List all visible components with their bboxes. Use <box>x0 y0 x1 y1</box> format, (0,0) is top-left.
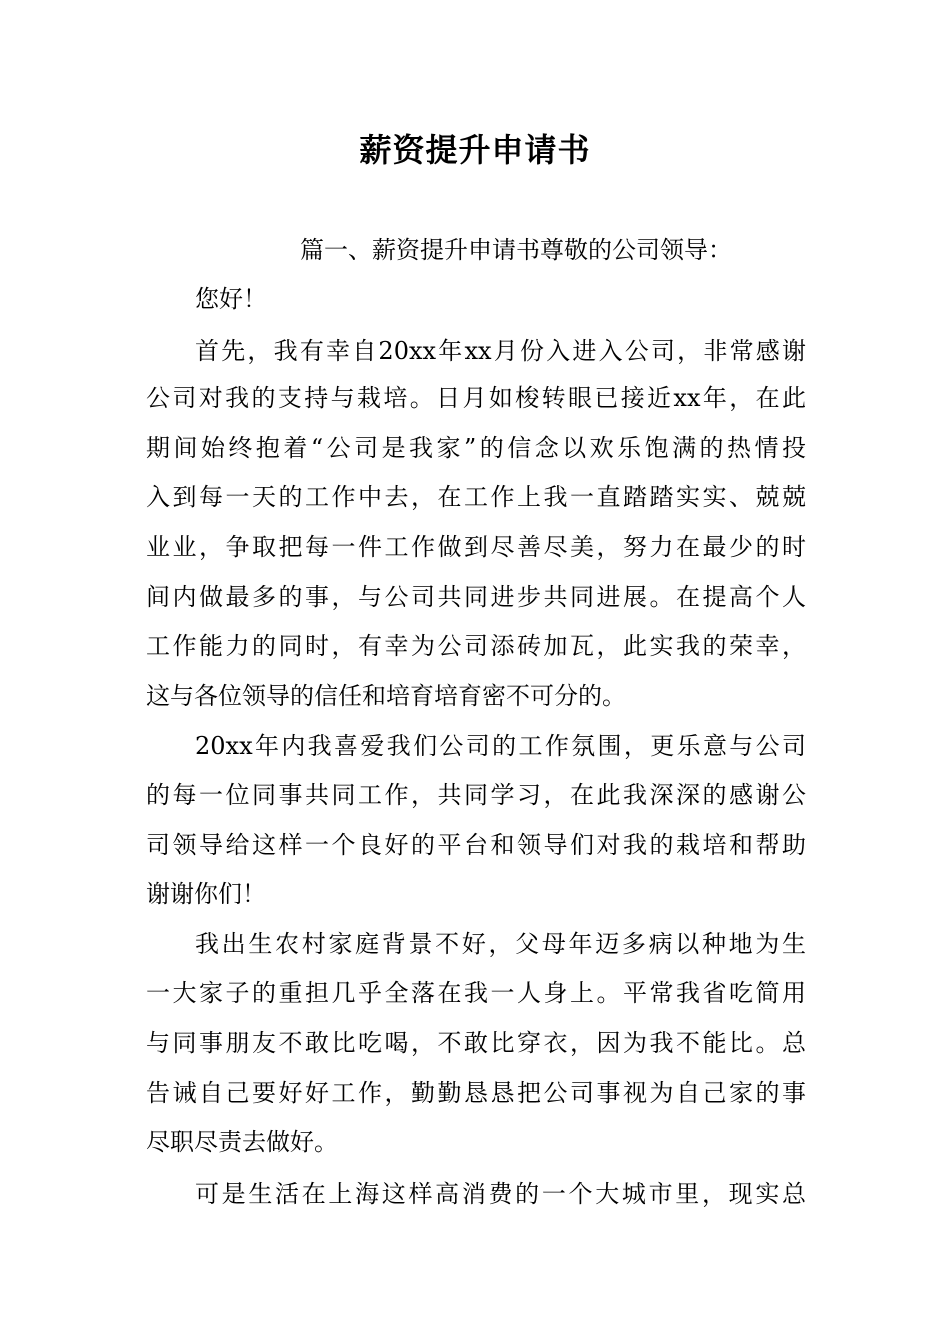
paragraph-3-line: 告诫自己要好好工作，勤勤恳恳把公司事视为自己家的事 <box>146 1079 806 1107</box>
paragraph-3-line: 我出生农村家庭背景不好，父母年迈多病以种地为生 <box>195 930 806 958</box>
section-heading: 篇一、薪资提升申请书尊敬的公司领导： <box>300 236 732 264</box>
paragraph-2-line: 司领导给这样一个良好的平台和领导们对我的栽培和帮助 <box>146 831 806 859</box>
paragraph-1-line: 业业，争取把每一件工作做到尽善尽美，努力在最少的时 <box>146 533 806 561</box>
paragraph-1-line: 公司对我的支持与栽培。日月如梭转眼已接近xx年，在此 <box>146 384 806 412</box>
paragraph-1-line: 工作能力的同时，有幸为公司添砖加瓦，此实我的荣幸， <box>146 632 806 660</box>
paragraph-3-line: 一大家子的重担几乎全落在我一人身上。平常我省吃简用 <box>146 979 806 1007</box>
paragraph-3-line: 与同事朋友不敢比吃喝，不敢比穿衣，因为我不能比。总 <box>146 1029 806 1057</box>
paragraph-2-line: 的每一位同事共同工作，共同学习，在此我深深的感谢公 <box>146 781 806 809</box>
paragraph-2-line: 谢谢你们！ <box>146 880 266 908</box>
greeting: 您好！ <box>195 285 267 313</box>
paragraph-1-line: 这与各位领导的信任和培育培育密不可分的。 <box>146 682 626 710</box>
document-title: 薪资提升申请书 <box>359 131 591 169</box>
paragraph-1-line: 首先，我有幸自20xx年xx月份入进入公司，非常感谢 <box>195 337 806 365</box>
paragraph-2-line: 20xx年内我喜爱我们公司的工作氛围，更乐意与公司 <box>195 732 806 760</box>
paragraph-4-line: 可是生活在上海这样高消费的一个大城市里，现实总 <box>195 1180 806 1208</box>
paragraph-1-line: 入到每一天的工作中去，在工作上我一直踏踏实实、兢兢 <box>146 483 806 511</box>
paragraph-1-line: 期间始终抱着“公司是我家”的信念以欢乐饱满的热情投 <box>146 434 806 462</box>
paragraph-1-line: 间内做最多的事，与公司共同进步共同进展。在提高个人 <box>146 583 806 611</box>
paragraph-3-line: 尽职尽责去做好。 <box>146 1128 338 1156</box>
